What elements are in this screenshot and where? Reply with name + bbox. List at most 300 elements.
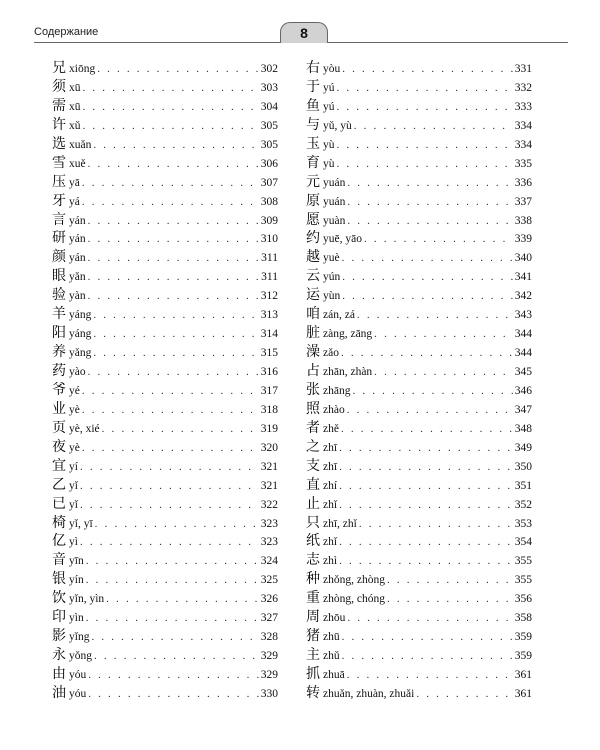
entry-character: 印 <box>52 609 66 626</box>
entry-pinyin: yuàn <box>323 214 346 227</box>
entry-character: 夜 <box>52 438 66 455</box>
dot-leader <box>102 423 259 435</box>
entry-pinyin: xǔ <box>69 119 81 132</box>
entry-page-number: 333 <box>514 100 532 113</box>
entry-character: 爷 <box>52 381 66 398</box>
toc-entry <box>52 644 278 663</box>
entry-character: 育 <box>306 154 320 171</box>
entry-pinyin: yǎn <box>69 271 86 284</box>
entry-pinyin: yè <box>69 441 80 454</box>
toc-entry <box>52 95 278 114</box>
toc-entry <box>52 398 278 417</box>
entry-pinyin: zhī <box>323 441 338 454</box>
toc-entry <box>52 114 278 133</box>
dot-leader <box>93 347 258 359</box>
entry-character: 咱 <box>306 306 320 323</box>
toc-entry <box>52 606 278 625</box>
entry-character: 脏 <box>306 325 320 342</box>
entry-pinyin: xiōng <box>69 63 96 75</box>
entry-character: 转 <box>306 684 320 701</box>
toc-entry <box>52 455 278 474</box>
entry-page-number: 354 <box>514 536 532 549</box>
toc-entry <box>306 587 532 606</box>
dot-leader <box>339 536 513 548</box>
entry-pinyin: yáng <box>69 309 92 322</box>
entry-character: 玉 <box>306 135 320 152</box>
toc-entry <box>52 360 278 379</box>
toc-entry <box>52 171 278 190</box>
dot-leader <box>342 650 513 662</box>
entry-page-number: 310 <box>260 233 278 246</box>
entry-page-number: 348 <box>514 422 532 435</box>
entry-page-number: 320 <box>260 441 278 454</box>
entry-page-number: 326 <box>260 593 278 606</box>
toc-entry <box>52 682 278 701</box>
dot-leader <box>82 404 259 416</box>
toc-entry <box>52 209 278 228</box>
entry-page-number: 347 <box>514 403 532 416</box>
entry-page-number: 314 <box>260 328 278 341</box>
entry-character: 种 <box>306 571 320 588</box>
toc-entry <box>52 663 278 682</box>
entry-page-number: 306 <box>260 157 278 170</box>
entry-character: 椅 <box>52 514 66 531</box>
entry-character: 亿 <box>52 533 66 550</box>
entry-page-number: 335 <box>514 157 532 170</box>
entry-pinyin: yuán <box>323 195 346 208</box>
entry-pinyin: yào <box>69 366 86 378</box>
entry-pinyin: yǐ <box>69 479 78 492</box>
entry-pinyin: zhì <box>323 555 338 568</box>
entry-pinyin: yǐn, yìn <box>69 593 105 606</box>
dot-leader <box>337 82 513 94</box>
entry-pinyin: yì <box>69 536 78 549</box>
entry-character: 之 <box>306 438 320 455</box>
toc-entry <box>52 57 278 76</box>
entry-character: 永 <box>52 647 66 664</box>
toc-entry <box>306 398 532 417</box>
toc-entry <box>306 190 532 209</box>
dot-leader <box>342 63 513 75</box>
entry-page-number: 302 <box>260 63 278 75</box>
entry-pinyin: xū <box>69 100 81 113</box>
dot-leader <box>88 290 259 302</box>
entry-character: 直 <box>306 476 320 493</box>
entry-page-number: 311 <box>261 271 278 284</box>
dot-leader <box>83 82 259 94</box>
toc-entry <box>306 512 532 531</box>
entry-pinyin: zhǒng, zhòng <box>323 574 385 587</box>
toc-entry <box>306 493 532 512</box>
entry-character: 抓 <box>306 666 320 682</box>
entry-character: 乙 <box>52 476 66 493</box>
entry-pinyin: zhāng <box>323 384 351 397</box>
toc-entry <box>52 284 278 303</box>
entry-pinyin: yǒng <box>69 650 92 663</box>
dot-leader <box>337 139 513 151</box>
toc-entry <box>306 246 532 265</box>
entry-character: 宜 <box>52 457 66 474</box>
entry-pinyin: yǐng <box>69 631 90 644</box>
dot-leader <box>106 593 259 605</box>
dot-leader <box>86 555 259 567</box>
entry-page-number: 359 <box>514 631 532 644</box>
entry-page-number: 305 <box>260 119 278 132</box>
entry-character: 牙 <box>52 192 66 209</box>
entry-pinyin: zhǐ <box>323 498 338 511</box>
page-header <box>34 22 568 46</box>
entry-character: 重 <box>306 590 320 607</box>
toc-entry <box>306 625 532 644</box>
dot-leader <box>364 233 513 245</box>
entry-page-number: 303 <box>260 81 278 94</box>
entry-pinyin: zhān, zhàn <box>323 366 373 378</box>
entry-character: 越 <box>306 249 320 266</box>
entry-page-number: 321 <box>260 460 278 473</box>
dot-leader <box>339 461 513 473</box>
toc-entry <box>52 76 278 95</box>
toc-entry <box>52 246 278 265</box>
entry-pinyin: yìn <box>69 612 84 625</box>
entry-page-number: 334 <box>514 119 532 132</box>
entry-pinyin: yú <box>323 81 335 94</box>
entry-pinyin: zhū <box>323 631 340 644</box>
entry-character: 羊 <box>52 306 66 323</box>
dot-leader <box>347 404 513 416</box>
dot-leader <box>374 328 513 340</box>
dot-leader <box>347 669 513 681</box>
entry-pinyin: xuě <box>69 157 86 170</box>
entry-page-number: 352 <box>514 498 532 511</box>
entry-pinyin: yé <box>69 384 80 397</box>
entry-character: 猪 <box>306 628 320 645</box>
toc-entry <box>52 303 278 322</box>
toc-entry <box>306 644 532 663</box>
dot-leader <box>341 347 513 359</box>
entry-page-number: 355 <box>514 574 532 587</box>
toc-entry <box>306 568 532 587</box>
entry-character: 周 <box>306 609 320 626</box>
dot-leader <box>354 120 513 132</box>
dot-leader <box>80 480 259 492</box>
entry-pinyin: yǐ, yī <box>69 517 93 530</box>
toc-entry <box>52 417 278 436</box>
entry-page-number: 317 <box>260 384 278 397</box>
entry-pinyin: yuán <box>323 176 346 189</box>
toc-entry <box>306 417 532 436</box>
entry-character: 选 <box>52 135 66 152</box>
entry-pinyin: zhǔ <box>323 650 340 663</box>
entry-character: 眼 <box>52 268 66 285</box>
dot-leader <box>80 536 259 548</box>
dot-leader <box>416 688 512 700</box>
entry-pinyin: yá <box>69 195 80 208</box>
toc-entry <box>52 587 278 606</box>
dot-leader <box>342 290 513 302</box>
entry-character: 支 <box>306 457 320 474</box>
dot-leader <box>352 385 512 397</box>
dot-leader <box>88 366 259 378</box>
dot-leader <box>93 139 258 151</box>
toc-entry <box>52 190 278 209</box>
entry-character: 者 <box>306 419 320 436</box>
entry-page-number: 339 <box>514 233 532 246</box>
dot-leader <box>347 177 512 189</box>
entry-page-number: 325 <box>260 574 278 587</box>
entry-page-number: 321 <box>260 479 278 492</box>
dot-leader <box>82 196 259 208</box>
entry-character: 银 <box>52 571 66 588</box>
toc-entry <box>52 625 278 644</box>
entry-page-number: 331 <box>514 63 532 75</box>
entry-page-number: 342 <box>514 290 532 303</box>
entry-pinyin: yè <box>69 403 80 416</box>
toc-entry <box>52 474 278 493</box>
toc-entry <box>306 360 532 379</box>
entry-page-number: 350 <box>514 460 532 473</box>
dot-leader <box>342 252 513 264</box>
entry-page-number: 323 <box>260 517 278 530</box>
entry-character: 阳 <box>52 325 66 342</box>
entry-pinyin: yín <box>69 574 84 587</box>
entry-page-number: 315 <box>260 347 278 360</box>
entry-pinyin: zhě <box>323 422 339 435</box>
toc-entry <box>52 493 278 512</box>
entry-pinyin: yòu <box>323 63 341 75</box>
entry-pinyin: zhǐ <box>323 536 338 549</box>
toc-entry <box>52 265 278 284</box>
entry-page-number: 329 <box>260 650 278 663</box>
dot-leader <box>93 328 258 340</box>
entry-pinyin: yuē, yāo <box>323 233 362 246</box>
entry-page-number: 349 <box>514 441 532 454</box>
entry-pinyin: zhuǎn, zhuàn, zhuǎi <box>323 687 415 700</box>
entry-pinyin: yù <box>323 157 335 170</box>
toc-entry <box>306 152 532 171</box>
entry-page-number: 345 <box>514 366 532 378</box>
dot-leader <box>88 215 259 227</box>
dot-leader <box>83 101 259 113</box>
dot-leader <box>339 555 513 567</box>
entry-character: 需 <box>52 97 66 114</box>
dot-leader <box>374 366 513 378</box>
entry-character: 压 <box>52 173 66 190</box>
entry-page-number: 304 <box>260 100 278 113</box>
entry-character: 澡 <box>306 344 320 361</box>
entry-pinyin: xū <box>69 81 81 94</box>
entry-character: 元 <box>306 173 320 190</box>
entry-page-number: 359 <box>514 650 532 663</box>
entry-character: 纸 <box>306 533 320 550</box>
entry-page-number: 346 <box>514 384 532 397</box>
entry-pinyin: zhī, zhǐ <box>323 517 357 530</box>
toc-entry <box>52 530 278 549</box>
entry-page-number: 356 <box>514 593 532 606</box>
entry-character: 页 <box>52 419 66 436</box>
toc-entry <box>306 284 532 303</box>
entry-pinyin: yùn <box>323 290 341 303</box>
entry-pinyin: zàng, zāng <box>323 328 373 341</box>
entry-pinyin: zhōu <box>323 612 346 625</box>
toc-entry <box>306 57 532 76</box>
entry-pinyin: zǎo <box>323 347 339 360</box>
entry-pinyin: yǐ <box>69 498 78 511</box>
toc-column-left <box>52 57 278 701</box>
toc-entry <box>306 114 532 133</box>
dot-leader <box>339 499 513 511</box>
entry-page-number: 316 <box>260 366 278 378</box>
entry-page-number: 338 <box>514 214 532 227</box>
entry-character: 饮 <box>52 590 66 607</box>
toc-entry <box>52 549 278 568</box>
entry-character: 愿 <box>306 211 320 228</box>
toc-entry <box>306 133 532 152</box>
dot-leader <box>97 63 259 75</box>
toc-entry <box>306 455 532 474</box>
entry-character: 影 <box>52 628 66 645</box>
toc-entry <box>52 322 278 341</box>
dot-leader <box>86 612 259 624</box>
entry-page-number: 307 <box>260 176 278 189</box>
entry-character: 右 <box>306 60 320 76</box>
dot-leader <box>95 518 259 530</box>
dot-leader <box>88 252 260 264</box>
entry-character: 占 <box>306 363 320 379</box>
toc-entry <box>306 209 532 228</box>
dot-leader <box>86 574 259 586</box>
dot-leader <box>339 480 513 492</box>
toc-entry <box>306 171 532 190</box>
entry-pinyin: yuè <box>323 252 340 265</box>
toc-entry <box>52 133 278 152</box>
dot-leader <box>337 101 513 113</box>
entry-character: 已 <box>52 495 66 512</box>
dot-leader <box>347 196 512 208</box>
entry-pinyin: zhī <box>323 460 338 473</box>
toc-entry <box>52 341 278 360</box>
entry-character: 许 <box>52 116 66 133</box>
entry-character: 鱼 <box>306 97 320 114</box>
entry-page-number: 355 <box>514 555 532 568</box>
toc-entry <box>306 549 532 568</box>
entry-pinyin: zhí <box>323 479 338 492</box>
entry-pinyin: zhào <box>323 403 345 416</box>
entry-character: 运 <box>306 287 320 304</box>
entry-page-number: 328 <box>260 631 278 644</box>
dot-leader <box>88 158 259 170</box>
entry-page-number: 337 <box>514 195 532 208</box>
toc-entry <box>306 322 532 341</box>
toc-entry <box>52 227 278 246</box>
entry-page-number: 327 <box>260 612 278 625</box>
entry-pinyin: yàn <box>69 290 86 303</box>
entry-pinyin: yú <box>323 100 335 113</box>
dot-leader <box>337 158 513 170</box>
dot-leader <box>342 631 513 643</box>
page-number-badge: 8 <box>280 22 328 43</box>
entry-character: 言 <box>52 211 66 228</box>
toc-entry <box>52 436 278 455</box>
dot-leader <box>80 461 259 473</box>
entry-character: 只 <box>306 514 320 531</box>
entry-page-number: 351 <box>514 479 532 492</box>
entry-page-number: 344 <box>514 328 532 341</box>
toc-entry <box>52 379 278 398</box>
entry-page-number: 344 <box>514 347 532 360</box>
entry-page-number: 329 <box>260 669 278 681</box>
entry-pinyin: zán, zá <box>323 309 355 322</box>
section-title: Содержание <box>34 26 99 38</box>
entry-character: 音 <box>52 552 66 569</box>
entry-pinyin: yán <box>69 233 86 246</box>
toc-entry <box>306 606 532 625</box>
entry-pinyin: yǔ, yù <box>323 119 352 132</box>
toc-entry <box>306 95 532 114</box>
entry-page-number: 319 <box>260 422 278 435</box>
entry-page-number: 312 <box>260 290 278 303</box>
dot-leader <box>94 650 259 662</box>
toc-entry <box>306 379 532 398</box>
toc-entry <box>52 512 278 531</box>
toc-entry <box>306 303 532 322</box>
entry-pinyin: yā <box>69 176 80 189</box>
toc-entry <box>52 568 278 587</box>
entry-pinyin: yóu <box>69 669 87 681</box>
dot-leader <box>387 593 513 605</box>
toc-entry <box>52 152 278 171</box>
entry-page-number: 340 <box>514 252 532 265</box>
entry-pinyin: yè, xié <box>69 422 100 435</box>
entry-pinyin: yí <box>69 460 78 473</box>
toc-entry <box>306 227 532 246</box>
dot-leader <box>88 233 259 245</box>
entry-pinyin: zhuā <box>323 669 345 681</box>
dot-leader <box>93 309 258 321</box>
entry-character: 油 <box>52 684 66 701</box>
dot-leader <box>359 518 513 530</box>
entry-page-number: 309 <box>260 214 278 227</box>
dot-leader <box>83 120 259 132</box>
entry-character: 验 <box>52 287 66 304</box>
entry-pinyin: yáng <box>69 328 92 341</box>
entry-pinyin: yún <box>323 271 341 284</box>
entry-page-number: 323 <box>260 536 278 549</box>
toc-entry <box>306 682 532 701</box>
toc-entry <box>306 474 532 493</box>
entry-page-number: 336 <box>514 176 532 189</box>
dot-leader <box>341 423 513 435</box>
entry-page-number: 353 <box>514 517 532 530</box>
entry-page-number: 334 <box>514 138 532 151</box>
entry-page-number: 324 <box>260 555 278 568</box>
entry-character: 药 <box>52 363 66 379</box>
entry-page-number: 330 <box>260 687 278 700</box>
dot-leader <box>82 177 259 189</box>
entry-pinyin: zhòng, chóng <box>323 593 385 606</box>
dot-leader <box>339 442 513 454</box>
toc-entry <box>306 663 532 682</box>
toc-column-right <box>306 57 532 701</box>
entry-character: 云 <box>306 268 320 285</box>
entry-page-number: 313 <box>260 309 278 322</box>
dot-leader <box>357 309 513 321</box>
entry-page-number: 361 <box>514 669 532 681</box>
entry-pinyin: yán <box>69 214 86 227</box>
dot-leader <box>347 612 512 624</box>
entry-page-number: 358 <box>514 612 532 625</box>
entry-character: 于 <box>306 78 320 95</box>
toc-entry <box>306 436 532 455</box>
